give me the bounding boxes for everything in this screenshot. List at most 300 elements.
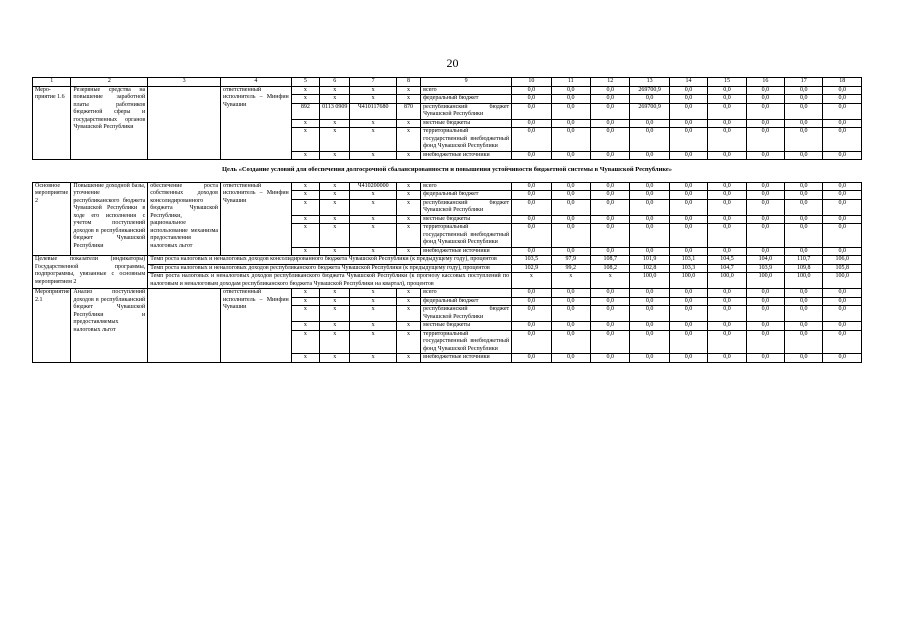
budget-code-cell: x xyxy=(350,199,397,215)
value-cell: 269700,9 xyxy=(630,103,669,119)
budget-code-cell: x xyxy=(320,289,350,298)
value-cell: 0,0 xyxy=(512,306,551,322)
indicators-label: Целевые показатели (индикаторы) Государственной программы, подпрограммы, увязанные с основным мероприятием 2 xyxy=(33,256,148,289)
budget-code-cell: x xyxy=(320,191,350,200)
goal-text: Цель «Создание условий для обеспечения долгосрочной сбалансированности и повышения устойчивости бюджетной системы в Чувашской Республике» xyxy=(33,160,862,183)
column-number: 1 xyxy=(33,78,71,87)
value-cell: 0,0 xyxy=(630,247,669,256)
indicator-value: 104,7 xyxy=(708,264,746,273)
value-cell: 0,0 xyxy=(708,224,746,248)
value-cell: 0,0 xyxy=(785,224,823,248)
indicator-row xyxy=(33,273,862,289)
budget-code-cell: x xyxy=(320,119,350,128)
value-cell: 0,0 xyxy=(512,199,551,215)
value-cell: 0,0 xyxy=(746,103,784,119)
value-cell: 0,0 xyxy=(551,330,590,354)
budget-code-cell: x xyxy=(396,119,420,128)
column-number: 16 xyxy=(746,78,784,87)
value-cell: 0,0 xyxy=(746,224,784,248)
column-number: 8 xyxy=(396,78,420,87)
table-body xyxy=(33,78,862,363)
budget-code-cell: x xyxy=(396,330,420,354)
expected-result xyxy=(148,289,221,363)
column-number: 4 xyxy=(221,78,292,87)
value-cell: 0,0 xyxy=(551,322,590,331)
value-cell: 0,0 xyxy=(708,199,746,215)
value-cell: 0,0 xyxy=(551,151,590,160)
budget-code-cell: x xyxy=(320,247,350,256)
value-cell: 0,0 xyxy=(590,330,629,354)
value-cell: 0,0 xyxy=(551,215,590,224)
budget-code-cell: x xyxy=(396,306,420,322)
budget-code-cell: x xyxy=(350,354,397,363)
funding-source: территориальный государственный внебюджетный фонд Чувашской Республики xyxy=(421,330,512,354)
value-cell: 0,0 xyxy=(590,306,629,322)
responsible-executor: ответственный исполнитель – Минфин Чувашии xyxy=(221,182,292,256)
value-cell: 0,0 xyxy=(630,182,669,191)
indicator-value: x xyxy=(512,273,551,289)
value-cell: 0,0 xyxy=(630,128,669,152)
budget-code-cell: x xyxy=(320,199,350,215)
budget-code-cell: x xyxy=(320,354,350,363)
funding-source: федеральный бюджет xyxy=(421,191,512,200)
value-cell: 0,0 xyxy=(785,95,823,104)
indicator-value: x xyxy=(590,273,629,289)
indicator-value: 100,0 xyxy=(630,273,669,289)
activity-description: Резервные средства на повышение заработной платы работников бюджетной сферы и государственных органов Чувашской Республики xyxy=(71,86,148,160)
budget-code-cell: x xyxy=(320,297,350,306)
indicator-value: 100,0 xyxy=(746,273,784,289)
value-cell: 0,0 xyxy=(746,199,784,215)
value-cell: 0,0 xyxy=(630,199,669,215)
indicator-value: 102,9 xyxy=(512,264,551,273)
funding-source: республиканский бюджет Чувашской Республики xyxy=(421,306,512,322)
column-number: 9 xyxy=(421,78,512,87)
indicator-text: Темп роста налоговых и неналоговых доходов республиканского бюджета Чувашской Республики (к предыдущему году), процентов xyxy=(148,264,512,273)
value-cell: 0,0 xyxy=(590,95,629,104)
budget-code-cell: x xyxy=(350,86,397,95)
column-number-row xyxy=(33,78,862,87)
budget-code-cell: x xyxy=(396,191,420,200)
budget-code-cell: x xyxy=(291,128,319,152)
value-cell: 0,0 xyxy=(551,289,590,298)
budget-code-cell: x xyxy=(396,354,420,363)
value-cell: 0,0 xyxy=(785,199,823,215)
value-cell: 0,0 xyxy=(823,289,862,298)
activity-description: Анализ поступлений доходов в республиканский бюджет Чувашской Республики и предоставляемых налоговых льгот xyxy=(71,289,148,363)
column-number: 18 xyxy=(823,78,862,87)
value-cell: 0,0 xyxy=(785,247,823,256)
budget-code-cell: x xyxy=(350,306,397,322)
value-cell: 0,0 xyxy=(512,182,551,191)
value-cell: 0,0 xyxy=(512,247,551,256)
value-cell: 0,0 xyxy=(823,95,862,104)
value-cell: 0,0 xyxy=(669,289,707,298)
value-cell: 0,0 xyxy=(630,297,669,306)
value-cell: 0,0 xyxy=(630,224,669,248)
budget-code-cell: x xyxy=(396,215,420,224)
budget-code-cell: x xyxy=(350,119,397,128)
value-cell: 0,0 xyxy=(708,297,746,306)
value-cell: 0,0 xyxy=(823,119,862,128)
value-cell: 0,0 xyxy=(669,151,707,160)
value-cell: 0,0 xyxy=(551,224,590,248)
value-cell: 0,0 xyxy=(551,86,590,95)
value-cell: 0,0 xyxy=(669,119,707,128)
value-cell: 0,0 xyxy=(590,215,629,224)
value-cell: 0,0 xyxy=(590,199,629,215)
budget-code-cell: x xyxy=(320,151,350,160)
value-cell: 0,0 xyxy=(669,224,707,248)
value-cell: 0,0 xyxy=(512,354,551,363)
budget-code-cell: x xyxy=(291,191,319,200)
value-cell: 0,0 xyxy=(823,103,862,119)
indicator-value: 103,5 xyxy=(512,256,551,265)
budget-code-cell: Ч410200000 xyxy=(350,182,397,191)
indicator-value: 101,9 xyxy=(630,256,669,265)
value-cell: 0,0 xyxy=(590,119,629,128)
value-cell: 0,0 xyxy=(630,289,669,298)
value-cell: 0,0 xyxy=(669,191,707,200)
value-cell: 0,0 xyxy=(746,289,784,298)
value-cell: 0,0 xyxy=(823,128,862,152)
value-cell: 0,0 xyxy=(551,95,590,104)
value-cell: 0,0 xyxy=(669,215,707,224)
value-cell: 0,0 xyxy=(551,199,590,215)
budget-table xyxy=(32,77,862,363)
value-cell: 0,0 xyxy=(785,151,823,160)
budget-code-cell: x xyxy=(291,151,319,160)
value-cell: 0,0 xyxy=(590,151,629,160)
value-cell: 0,0 xyxy=(746,128,784,152)
budget-code-cell: x xyxy=(396,199,420,215)
value-cell: 0,0 xyxy=(590,247,629,256)
funding-source: местные бюджеты xyxy=(421,322,512,331)
value-cell: 0,0 xyxy=(785,103,823,119)
value-cell: 0,0 xyxy=(708,103,746,119)
value-cell: 0,0 xyxy=(669,322,707,331)
value-cell: 0,0 xyxy=(746,119,784,128)
value-cell: 0,0 xyxy=(785,215,823,224)
value-cell: 0,0 xyxy=(512,95,551,104)
indicator-value: 108,2 xyxy=(590,264,629,273)
expected-result xyxy=(148,86,221,160)
value-cell: 0,0 xyxy=(590,322,629,331)
funding-source: внебюджетные источники xyxy=(421,151,512,160)
value-cell: 0,0 xyxy=(590,182,629,191)
value-cell: 0,0 xyxy=(512,151,551,160)
budget-code-cell: x xyxy=(320,182,350,191)
indicator-value: 100,0 xyxy=(669,273,707,289)
value-cell: 0,0 xyxy=(512,330,551,354)
indicator-value: 108,7 xyxy=(590,256,629,265)
indicator-value: 103,1 xyxy=(669,256,707,265)
value-cell: 0,0 xyxy=(746,247,784,256)
value-cell: 0,0 xyxy=(708,182,746,191)
value-cell: 0,0 xyxy=(512,86,551,95)
value-cell: 0,0 xyxy=(823,330,862,354)
value-cell: 0,0 xyxy=(708,330,746,354)
indicator-value: 103,3 xyxy=(669,264,707,273)
activity-description: Повышение доходной базы, уточнение республиканского бюджета Чувашской Республики в ходе его исполнения с учетом поступлений доходов в республиканский бюджет Чувашской Республики xyxy=(71,182,148,256)
indicator-value: 109,8 xyxy=(785,264,823,273)
value-cell: 0,0 xyxy=(551,306,590,322)
budget-code-cell: x xyxy=(396,297,420,306)
value-cell: 0,0 xyxy=(708,119,746,128)
value-cell: 0,0 xyxy=(590,289,629,298)
indicator-value: 103,9 xyxy=(746,264,784,273)
value-cell: 0,0 xyxy=(551,128,590,152)
value-cell: 0,0 xyxy=(669,86,707,95)
value-cell: 0,0 xyxy=(669,330,707,354)
indicator-value: 104,5 xyxy=(708,256,746,265)
budget-code-cell: x xyxy=(350,224,397,248)
indicator-row xyxy=(33,264,862,273)
value-cell: 0,0 xyxy=(746,182,784,191)
value-cell: 0,0 xyxy=(590,191,629,200)
funding-source: всего xyxy=(421,86,512,95)
value-cell: 0,0 xyxy=(551,119,590,128)
value-cell: 0,0 xyxy=(823,224,862,248)
budget-code-cell: x xyxy=(291,95,319,104)
funding-source: местные бюджеты xyxy=(421,215,512,224)
budget-code-cell: x xyxy=(291,330,319,354)
value-cell: 0,0 xyxy=(746,95,784,104)
value-cell: 0,0 xyxy=(746,151,784,160)
budget-code-cell: x xyxy=(291,119,319,128)
value-cell: 0,0 xyxy=(512,289,551,298)
value-cell: 0,0 xyxy=(630,330,669,354)
indicator-value: 110,7 xyxy=(785,256,823,265)
column-number: 10 xyxy=(512,78,551,87)
value-cell: 0,0 xyxy=(590,224,629,248)
indicator-value: 99,2 xyxy=(551,264,590,273)
value-cell: 0,0 xyxy=(746,306,784,322)
value-cell: 0,0 xyxy=(823,199,862,215)
budget-code-cell: x xyxy=(291,182,319,191)
value-cell: 0,0 xyxy=(708,289,746,298)
column-number: 7 xyxy=(350,78,397,87)
table-row xyxy=(33,182,862,191)
indicator-value: x xyxy=(551,273,590,289)
value-cell: 0,0 xyxy=(630,151,669,160)
budget-code-cell: x xyxy=(350,297,397,306)
value-cell: 0,0 xyxy=(630,354,669,363)
budget-code-cell: x xyxy=(396,247,420,256)
value-cell: 0,0 xyxy=(669,103,707,119)
value-cell: 0,0 xyxy=(512,128,551,152)
value-cell: 0,0 xyxy=(708,247,746,256)
budget-code-cell: x xyxy=(320,215,350,224)
budget-code-cell: x xyxy=(320,86,350,95)
budget-code-cell: x xyxy=(350,322,397,331)
budget-code-cell: x xyxy=(320,322,350,331)
activity-name: Меро-приятие 1.6 xyxy=(33,86,71,160)
value-cell: 0,0 xyxy=(746,297,784,306)
budget-code-cell: x xyxy=(396,95,420,104)
value-cell: 0,0 xyxy=(590,86,629,95)
activity-name: Мероприятие 2.1 xyxy=(33,289,71,363)
value-cell: 0,0 xyxy=(746,322,784,331)
value-cell: 0,0 xyxy=(785,330,823,354)
value-cell: 0,0 xyxy=(669,182,707,191)
value-cell: 0,0 xyxy=(708,354,746,363)
budget-code-cell: x xyxy=(350,95,397,104)
indicator-value: 106,0 xyxy=(823,256,862,265)
budget-code-cell: x xyxy=(291,224,319,248)
column-number: 2 xyxy=(71,78,148,87)
value-cell: 0,0 xyxy=(512,322,551,331)
value-cell: 0,0 xyxy=(669,247,707,256)
funding-source: территориальный государственный внебюджетный фонд Чувашской Республики xyxy=(421,224,512,248)
value-cell: 0,0 xyxy=(785,191,823,200)
value-cell: 0,0 xyxy=(708,151,746,160)
value-cell: 0,0 xyxy=(746,191,784,200)
page-number: 20 xyxy=(446,56,459,70)
funding-source: территориальный государственный внебюджетный фонд Чувашской Республики xyxy=(421,128,512,152)
value-cell: 0,0 xyxy=(823,191,862,200)
value-cell: 0,0 xyxy=(630,306,669,322)
value-cell: 0,0 xyxy=(590,128,629,152)
budget-code-cell: x xyxy=(396,224,420,248)
value-cell: 0,0 xyxy=(785,322,823,331)
value-cell: 0,0 xyxy=(630,322,669,331)
budget-code-cell: x xyxy=(320,330,350,354)
value-cell: 0,0 xyxy=(823,151,862,160)
value-cell: 0,0 xyxy=(746,86,784,95)
value-cell: 269700,9 xyxy=(630,86,669,95)
value-cell: 0,0 xyxy=(630,191,669,200)
budget-code-cell: Ч410117680 xyxy=(350,103,397,119)
value-cell: 0,0 xyxy=(708,95,746,104)
budget-code-cell: x xyxy=(291,289,319,298)
value-cell: 0,0 xyxy=(823,86,862,95)
value-cell: 0,0 xyxy=(512,215,551,224)
budget-code-cell: x xyxy=(396,289,420,298)
indicator-value: 97,9 xyxy=(551,256,590,265)
value-cell: 0,0 xyxy=(708,128,746,152)
budget-code-cell: x xyxy=(350,330,397,354)
responsible-executor: ответственный исполнитель – Минфин Чувашии xyxy=(221,289,292,363)
funding-source: внебюджетные источники xyxy=(421,247,512,256)
value-cell: 0,0 xyxy=(630,215,669,224)
value-cell: 0,0 xyxy=(512,297,551,306)
value-cell: 0,0 xyxy=(551,191,590,200)
indicator-row xyxy=(33,256,862,265)
value-cell: 0,0 xyxy=(551,182,590,191)
column-number: 5 xyxy=(291,78,319,87)
column-number: 3 xyxy=(148,78,221,87)
value-cell: 0,0 xyxy=(785,119,823,128)
budget-code-cell: x xyxy=(291,354,319,363)
budget-code-cell: x xyxy=(291,297,319,306)
value-cell: 0,0 xyxy=(669,297,707,306)
budget-code-cell: x xyxy=(350,247,397,256)
value-cell: 0,0 xyxy=(823,215,862,224)
value-cell: 0,0 xyxy=(551,354,590,363)
value-cell: 0,0 xyxy=(708,322,746,331)
indicator-value: 102,8 xyxy=(630,264,669,273)
indicator-value: 105,8 xyxy=(823,264,862,273)
budget-code-cell: x xyxy=(291,86,319,95)
budget-code-cell: x xyxy=(396,182,420,191)
column-number: 14 xyxy=(669,78,707,87)
value-cell: 0,0 xyxy=(708,306,746,322)
value-cell: 0,0 xyxy=(590,354,629,363)
budget-code-cell: x xyxy=(320,95,350,104)
value-cell: 0,0 xyxy=(823,182,862,191)
value-cell: 0,0 xyxy=(746,215,784,224)
budget-code-cell: x xyxy=(291,199,319,215)
value-cell: 0,0 xyxy=(785,86,823,95)
column-number: 13 xyxy=(630,78,669,87)
value-cell: 0,0 xyxy=(669,199,707,215)
column-number: 17 xyxy=(785,78,823,87)
funding-source: федеральный бюджет xyxy=(421,95,512,104)
value-cell: 0,0 xyxy=(785,182,823,191)
funding-source: местные бюджеты xyxy=(421,119,512,128)
value-cell: 0,0 xyxy=(785,354,823,363)
value-cell: 0,0 xyxy=(823,247,862,256)
value-cell: 0,0 xyxy=(823,306,862,322)
indicator-value: 100,0 xyxy=(785,273,823,289)
budget-code-cell: x xyxy=(291,215,319,224)
value-cell: 0,0 xyxy=(512,119,551,128)
column-number: 15 xyxy=(708,78,746,87)
value-cell: 0,0 xyxy=(708,191,746,200)
value-cell: 0,0 xyxy=(669,95,707,104)
funding-source: всего xyxy=(421,289,512,298)
budget-code-cell: x xyxy=(350,289,397,298)
value-cell: 0,0 xyxy=(823,322,862,331)
table-row xyxy=(33,289,862,298)
budget-code-cell: x xyxy=(291,306,319,322)
goal-row xyxy=(33,160,862,183)
value-cell: 0,0 xyxy=(746,354,784,363)
indicator-text: Темп роста налоговых и неналоговых доходов консолидированного бюджета Чувашской Республики (к предыдущему году), процентов xyxy=(148,256,512,265)
budget-code-cell: x xyxy=(291,322,319,331)
budget-code-cell: 0113 0909 xyxy=(320,103,350,119)
value-cell: 0,0 xyxy=(512,103,551,119)
budget-code-cell: x xyxy=(320,224,350,248)
budget-code-cell: x xyxy=(350,215,397,224)
funding-source: федеральный бюджет xyxy=(421,297,512,306)
budget-code-cell: x xyxy=(291,247,319,256)
activity-name: Основное мероприятие 2 xyxy=(33,182,71,256)
budget-code-cell: x xyxy=(396,128,420,152)
column-number: 11 xyxy=(551,78,590,87)
indicator-text: Темп роста налоговых и неналоговых доходов республиканского бюджета Чувашской Республики (к прогнозу кассовых поступлений по налоговым и неналоговым доходам республиканского бюджета Чувашской Республики на квартал), процентов xyxy=(148,273,512,289)
value-cell: 0,0 xyxy=(551,247,590,256)
value-cell: 0,0 xyxy=(669,128,707,152)
value-cell: 0,0 xyxy=(512,191,551,200)
budget-code-cell: 892 xyxy=(291,103,319,119)
indicator-value: 100,0 xyxy=(823,273,862,289)
value-cell: 0,0 xyxy=(785,289,823,298)
value-cell: 0,0 xyxy=(785,306,823,322)
value-cell: 0,0 xyxy=(823,354,862,363)
budget-code-cell: x xyxy=(320,306,350,322)
budget-code-cell: x xyxy=(350,128,397,152)
funding-source: внебюджетные источники xyxy=(421,354,512,363)
value-cell: 0,0 xyxy=(669,306,707,322)
responsible-executor: ответственный исполнитель – Минфин Чувашии xyxy=(221,86,292,160)
budget-code-cell: x xyxy=(350,191,397,200)
budget-code-cell: 870 xyxy=(396,103,420,119)
value-cell: 0,0 xyxy=(630,119,669,128)
indicator-value: 100,0 xyxy=(708,273,746,289)
column-number: 6 xyxy=(320,78,350,87)
